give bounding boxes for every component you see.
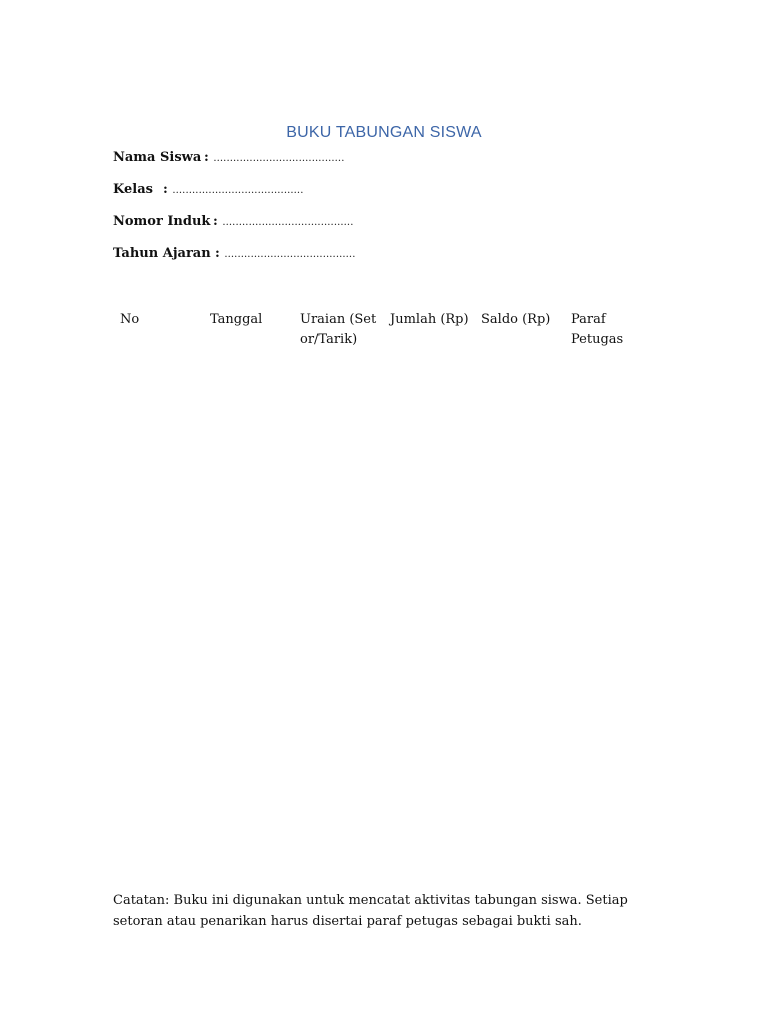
footer-note: Catatan: Buku ini digunakan untuk mencatat aktivitas tabungan siswa. Setiap setoran atau penarikan harus disertai paraf petugas sebagai bukti sah. [113,893,628,929]
field-separator: : [163,182,168,197]
field-value: ........................................ [172,185,304,196]
field-nama-siswa [113,150,345,167]
column-header-uraian: Uraian (Setor/Tarik) [300,312,377,347]
column-header-jumlah: Jumlah (Rp) [390,312,469,327]
column-header-saldo: Saldo (Rp) [481,312,551,327]
field-value: ........................................ [213,153,345,164]
field-tahun-ajaran [113,246,356,263]
field-label: Nomor Induk [113,214,211,229]
field-separator: : [215,246,220,261]
field-separator: : [213,214,218,229]
field-separator: : [204,150,209,165]
field-label: Kelas [113,182,153,197]
field-value: ........................................ [222,217,354,228]
field-label: Nama Siswa [113,150,202,165]
field-kelas [113,182,304,199]
field-nomor-induk [113,214,354,231]
column-header-paraf-petugas: Paraf Petugas [571,312,624,347]
document-title: BUKU TABUNGAN SISWA [286,124,482,141]
column-header-no: No [120,312,140,327]
field-value: ........................................ [224,249,356,260]
column-header-tanggal: Tanggal [210,312,263,327]
field-label: Tahun Ajaran [113,246,211,261]
